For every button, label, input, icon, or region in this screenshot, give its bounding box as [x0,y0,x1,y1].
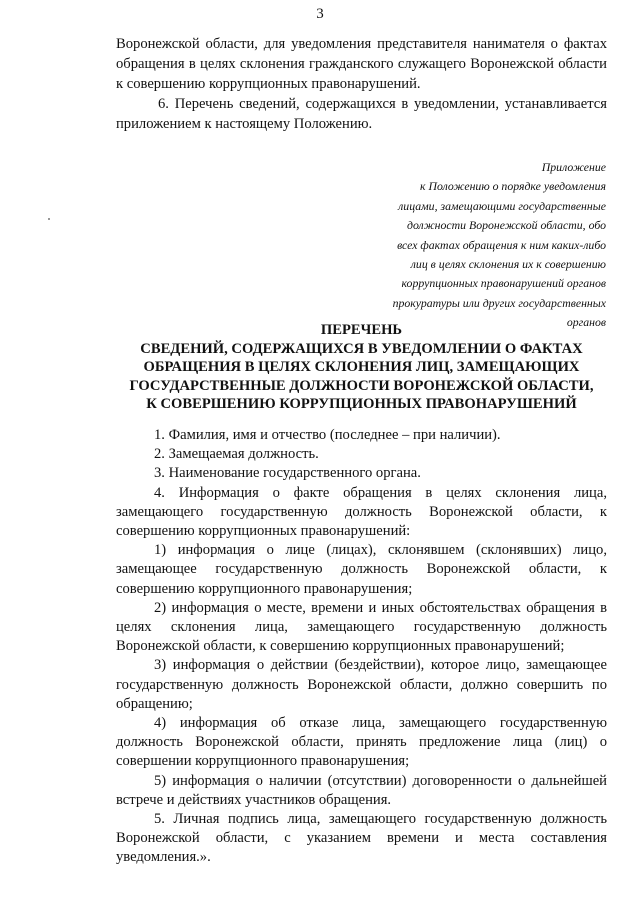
intro-continuation-paragraph: Воронежской области, для уведомления представителя нанимателя о фактах обращения в целях склонения гражданского служащего Воронежской области к совершению коррупционных правонарушений. [116,36,607,92]
scan-speck [48,218,50,220]
title-line: ПЕРЕЧЕНЬ [320,322,403,338]
appendix-line: коррупционных правонарушений органов [401,276,606,291]
document-title [116,321,607,414]
list-item: 2. Замещаемая должность. [154,446,319,463]
list-item: 1) информация о лице (лицах), склонявшем (склонявших) лицо, замещающее государственную должность Воронежской области, к совершению коррупционного правонарушения; [116,542,607,597]
title-line: СВЕДЕНИЙ, СОДЕРЖАЩИХСЯ В УВЕДОМЛЕНИИ О ФАКТАХ [140,340,583,357]
list-item: 4) информация об отказе лица, замещающего государственную должность Воронежской области, принять предложение лица (лиц) о совершении коррупционного правонарушения; [116,715,607,770]
list-item: 1. Фамилия, имя и отчество (последнее – при наличии). [154,427,501,443]
list-item: 3) информация о действии (бездействии), которое лицо, замещающее государственную должность Воронежской области, должно совершить по обращению; [116,657,607,712]
title-line: К СОВЕРШЕНИЮ КОРРУПЦИОННЫХ ПРАВОНАРУШЕНИЙ [146,396,577,413]
title-line: ГОСУДАРСТВЕННЫЕ ДОЛЖНОСТИ ВОРОНЕЖСКОЙ ОБЛАСТИ, [129,377,594,394]
appendix-line: лиц в целях склонения их к совершению [410,257,606,272]
title-line: ОБРАЩЕНИЯ В ЦЕЛЯХ СКЛОНЕНИЯ ЛИЦ, ЗАМЕЩАЮЩИХ [143,359,580,376]
appendix-line: прокуратуры или других государственных [392,295,606,310]
appendix-line: Приложение [541,160,606,174]
appendix-line: должности Воронежской области, обо [406,218,606,233]
appendix-line: органов [566,315,606,330]
appendix-line: к Положению о порядке уведомления [420,179,606,194]
list-item: 2) информация о месте, времени и иных обстоятельствах обращения в целях склонения лица, замещающего государственную должность Воронежской области, к совершению коррупционных правонарушений; [116,599,607,655]
appendix-line: лицами, замещающими государственные [398,198,606,213]
items-list [116,426,607,868]
appendix-note [330,158,606,333]
list-item: 3. Наименование государственного органа. [154,465,421,482]
list-item: 5) информация о наличии (отсутствии) договоренности о дальнейшей встрече и действиях участников обращения. [116,772,607,808]
list-item: 4. Информация о факте обращения в целях склонения лица, замещающего государственную должность Воронежской области, к совершению коррупционных правонарушений: [116,484,607,540]
list-item: 5. Личная подпись лица, замещающего государственную должность Воронежской области, с указанием времени и места составления уведомления.». [116,811,607,866]
intro-item-6-paragraph: 6. Перечень сведений, содержащихся в уведомлении, устанавливается приложением к настоящему Положению. [116,96,607,132]
intro-section [116,34,607,134]
appendix-line: всех фактах обращения к ним каких-либо [397,237,606,252]
page-number: 3 [316,6,324,22]
